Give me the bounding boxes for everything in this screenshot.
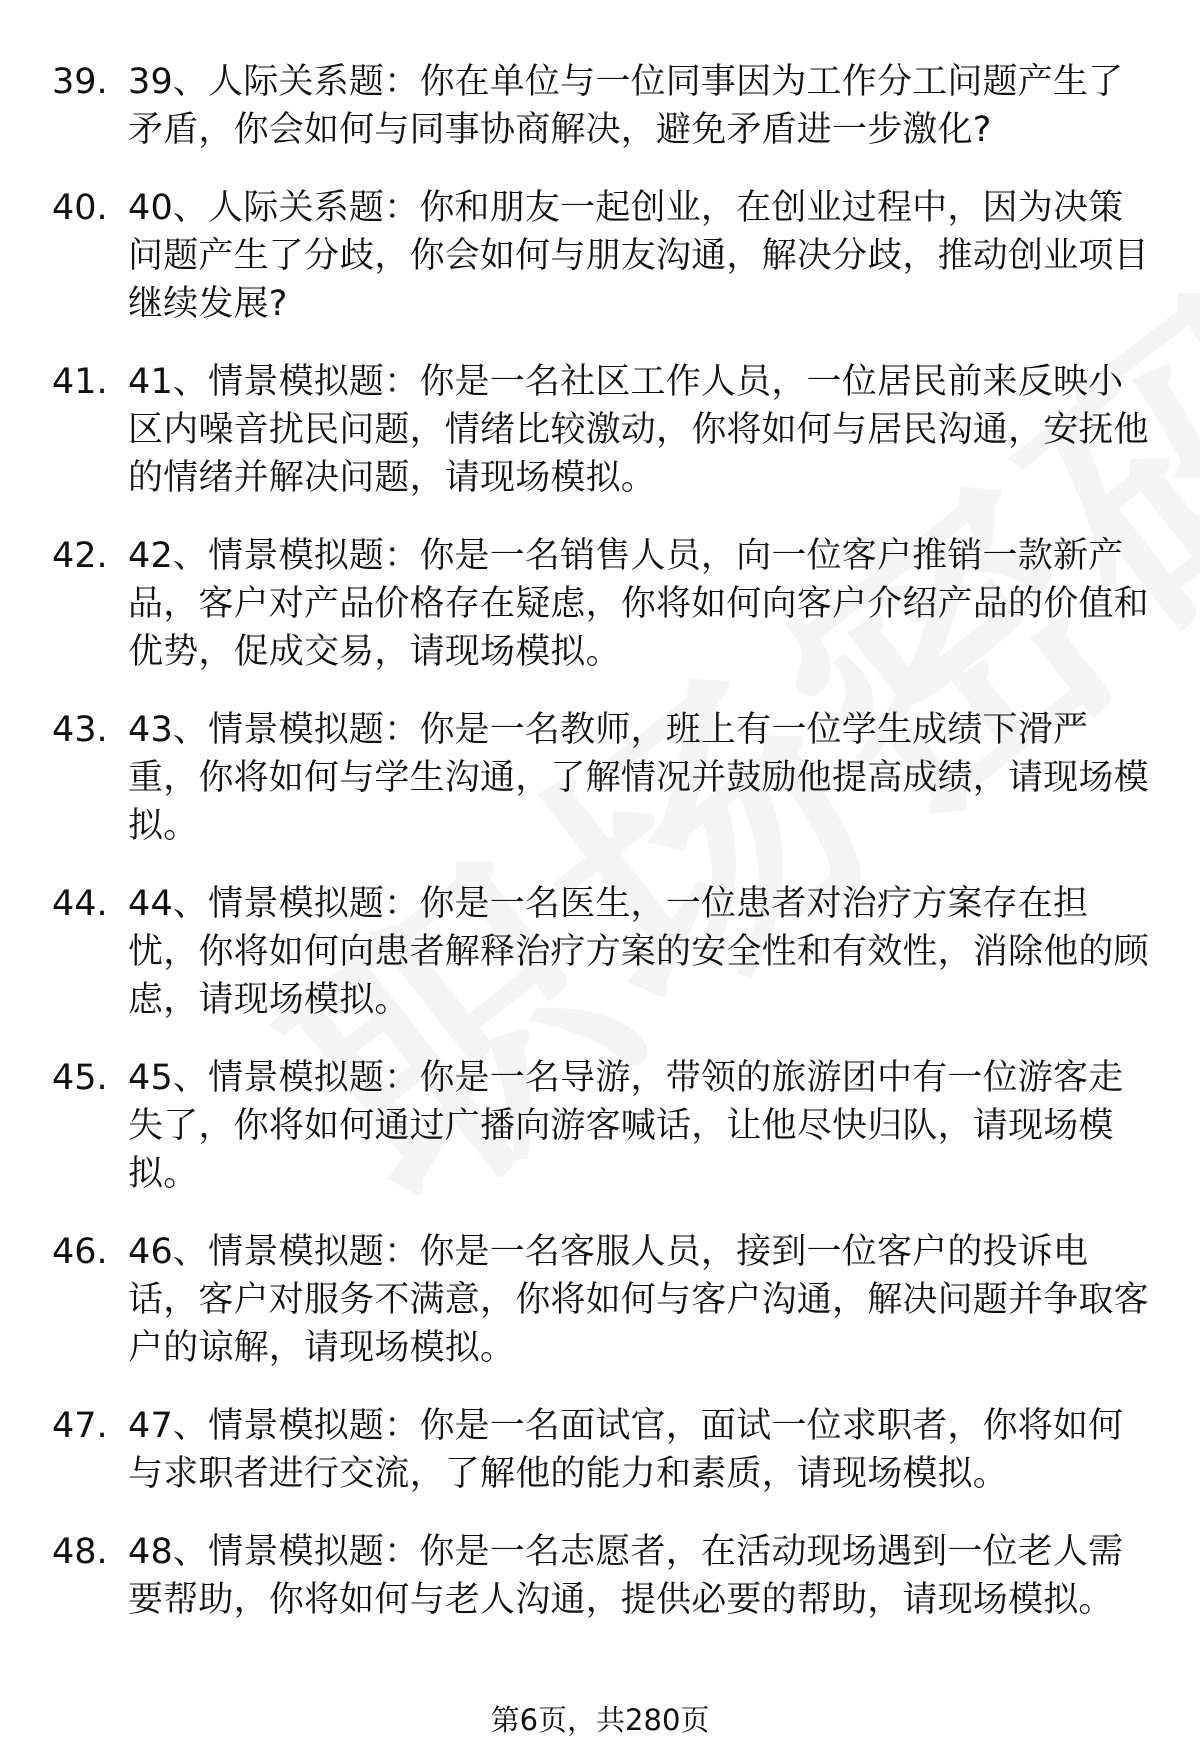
question-number: 48. xyxy=(52,1532,108,1572)
list-item xyxy=(52,184,1152,328)
list-item xyxy=(52,880,1152,1024)
list-item xyxy=(52,58,1152,154)
question-text: 43、情景模拟题：你是一名教师，班上有一位学生成绩下滑严重，你将如何与学生沟通，了解情况并鼓励他提高成绩，请现场模拟。 xyxy=(128,710,1149,846)
question-text: 40、人际关系题：你和朋友一起创业，在创业过程中，因为决策问题产生了分歧，你会如何与朋友沟通，解决分歧，推动创业项目继续发展? xyxy=(128,188,1149,324)
question-number: 41. xyxy=(52,362,108,402)
list-item xyxy=(52,1054,1152,1198)
question-number: 39. xyxy=(52,62,108,102)
question-number: 47. xyxy=(52,1406,108,1446)
list-item xyxy=(52,1228,1152,1372)
list-item xyxy=(52,706,1152,850)
page-footer: 第6页，共280页 xyxy=(490,1703,710,1737)
question-number: 40. xyxy=(52,188,108,228)
list-item xyxy=(52,1528,1152,1624)
question-text: 48、情景模拟题：你是一名志愿者，在活动现场遇到一位老人需要帮助，你将如何与老人沟通，提供必要的帮助，请现场模拟。 xyxy=(128,1532,1124,1620)
question-number: 44. xyxy=(52,884,108,924)
list-item xyxy=(52,532,1152,676)
question-number: 43. xyxy=(52,710,108,750)
question-list xyxy=(52,58,1152,1654)
question-text: 42、情景模拟题：你是一名销售人员，向一位客户推销一款新产品，客户对产品价格存在疑虑，你将如何向客户介绍产品的价值和优势，促成交易，请现场模拟。 xyxy=(128,536,1149,672)
question-text: 47、情景模拟题：你是一名面试官，面试一位求职者，你将如何与求职者进行交流，了解他的能力和素质，请现场模拟。 xyxy=(128,1406,1124,1494)
question-number: 46. xyxy=(52,1232,108,1272)
question-number: 42. xyxy=(52,536,108,576)
question-text: 39、人际关系题：你在单位与一位同事因为工作分工问题产生了矛盾，你会如何与同事协商解决，避免矛盾进一步激化? xyxy=(128,62,1124,150)
question-number: 45. xyxy=(52,1058,108,1098)
list-item xyxy=(52,358,1152,502)
list-item xyxy=(52,1402,1152,1498)
question-text: 41、情景模拟题：你是一名社区工作人员，一位居民前来反映小区内噪音扰民问题，情绪比较激动，你将如何与居民沟通，安抚他的情绪并解决问题，请现场模拟。 xyxy=(128,362,1149,498)
question-text: 45、情景模拟题：你是一名导游，带领的旅游团中有一位游客走失了，你将如何通过广播向游客喊话，让他尽快归队，请现场模拟。 xyxy=(128,1058,1124,1194)
question-text: 44、情景模拟题：你是一名医生，一位患者对治疗方案存在担忧，你将如何向患者解释治疗方案的安全性和有效性，消除他的顾虑，请现场模拟。 xyxy=(128,884,1149,1020)
question-text: 46、情景模拟题：你是一名客服人员，接到一位客户的投诉电话，客户对服务不满意，你将如何与客户沟通，解决问题并争取客户的谅解，请现场模拟。 xyxy=(128,1232,1149,1368)
